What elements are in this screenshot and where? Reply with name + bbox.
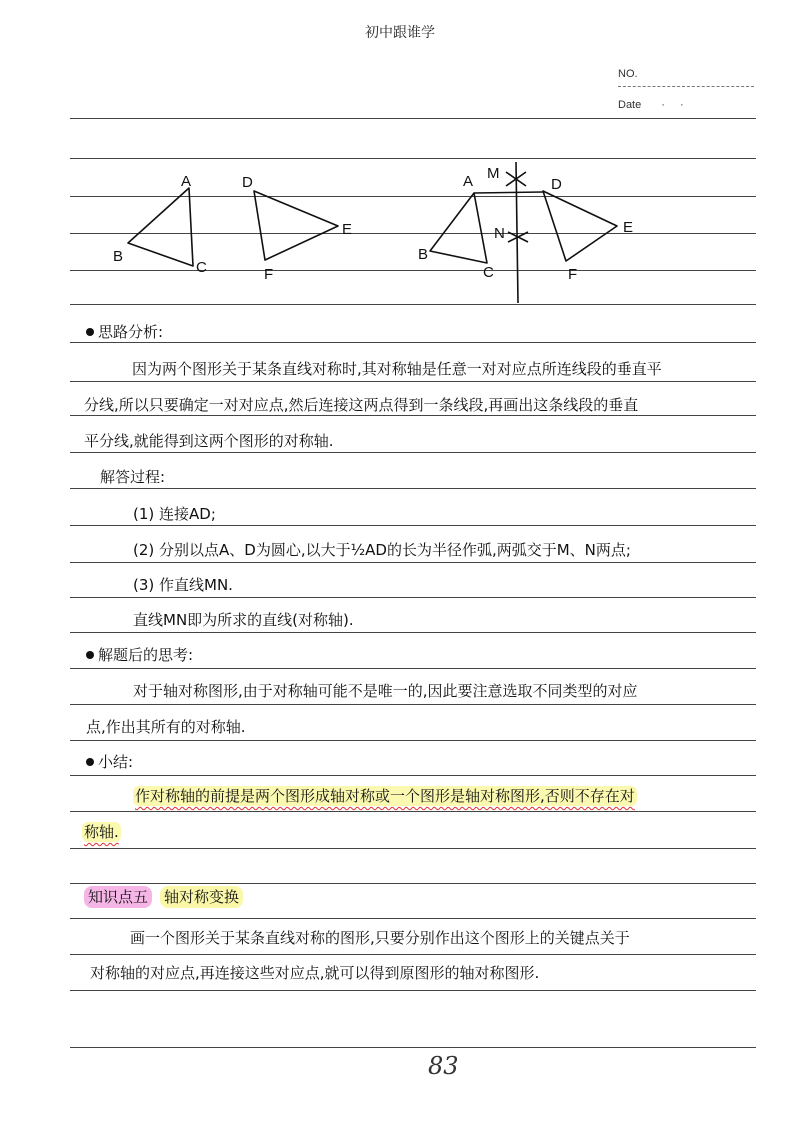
triangle-def-right bbox=[543, 191, 617, 261]
knowledge-tag: 知识点五 bbox=[84, 886, 152, 908]
reflection-heading: 解题后的思考: bbox=[86, 648, 193, 663]
knowledge-line-2: 对称轴的对应点,再连接这些对应点,就可以得到原图形的轴对称图形. bbox=[90, 964, 540, 982]
analysis-line-2: 分线,所以只要确定一对对应点,然后连接这两点得到一条线段,再画出这条线段的垂直 bbox=[84, 396, 639, 414]
knowledge-title: 轴对称变换 bbox=[160, 886, 243, 908]
analysis-heading: 思路分析: bbox=[86, 325, 163, 340]
analysis-line-3: 平分线,就能得到这两个图形的对称轴. bbox=[84, 432, 334, 450]
no-line bbox=[618, 86, 754, 87]
label-f2: F bbox=[568, 266, 578, 283]
no-label: NO. bbox=[618, 68, 638, 80]
triangle-abc-left bbox=[128, 188, 193, 266]
knowledge-title-row bbox=[84, 890, 243, 905]
label-d2: D bbox=[551, 176, 562, 193]
summary-heading: 小结: bbox=[86, 755, 133, 770]
label-m: M bbox=[487, 165, 500, 182]
page-number: 83 bbox=[428, 1052, 459, 1080]
label-c: C bbox=[196, 259, 207, 276]
summary-line-1: 作对称轴的前提是两个图形成轴对称或一个图形是轴对称图形,否则不存在对 bbox=[135, 787, 635, 805]
label-d: D bbox=[242, 174, 253, 191]
label-e: E bbox=[342, 221, 353, 238]
line-mn bbox=[516, 162, 518, 303]
label-b: B bbox=[113, 248, 124, 265]
date-label: Date · · bbox=[618, 99, 690, 111]
triangle-figure bbox=[0, 150, 800, 310]
knowledge-line-1: 画一个图形关于某条直线对称的图形,只要分别作出这个图形上的关键点关于 bbox=[130, 929, 630, 947]
label-a2: A bbox=[463, 173, 474, 190]
label-e2: E bbox=[623, 219, 634, 236]
label-a: A bbox=[181, 173, 192, 190]
solution-step-3: (3) 作直线MN. bbox=[133, 576, 233, 594]
summary-line-2: 称轴. bbox=[84, 823, 119, 841]
triangle-abc-right bbox=[430, 193, 487, 263]
page-header: 初中跟谁学 bbox=[365, 25, 435, 41]
solution-heading: 解答过程: bbox=[100, 468, 166, 486]
reflection-line-2: 点,作出其所有的对称轴. bbox=[86, 718, 246, 736]
arc-mark-n bbox=[508, 232, 528, 242]
reflection-line-1: 对于轴对称图形,由于对称轴可能不是唯一的,因此要注意选取不同类型的对应 bbox=[133, 682, 638, 700]
triangle-def-left bbox=[254, 191, 338, 260]
solution-step-1: (1) 连接AD; bbox=[133, 505, 216, 523]
label-f: F bbox=[264, 266, 274, 283]
segment-ad bbox=[474, 192, 543, 193]
solution-conclusion: 直线MN即为所求的直线(对称轴). bbox=[133, 611, 354, 629]
label-b2: B bbox=[418, 246, 429, 263]
analysis-line-1: 因为两个图形关于某条直线对称时,其对称轴是任意一对对应点所连线段的垂直平 bbox=[132, 360, 662, 378]
label-n: N bbox=[494, 225, 505, 242]
label-c2: C bbox=[483, 264, 494, 281]
solution-step-2: (2) 分别以点A、D为圆心,以大于½AD的长为半径作弧,两弧交于M、N两点; bbox=[133, 541, 631, 559]
